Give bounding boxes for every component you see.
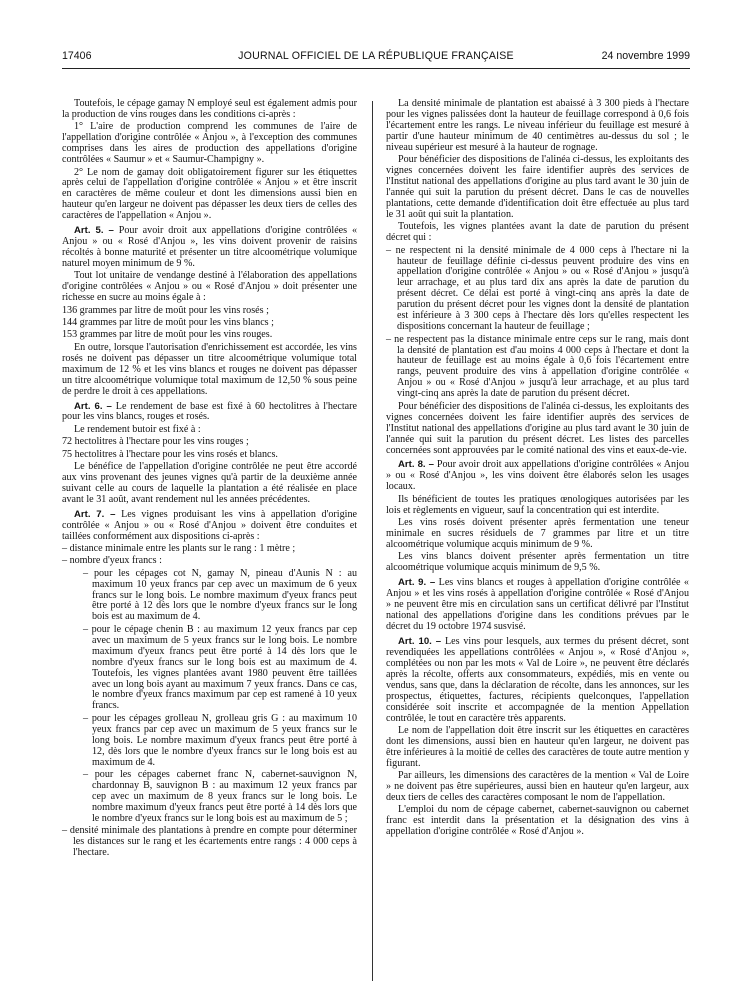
paragraph (62, 122, 357, 166)
paragraph-text: Par ailleurs, les dimensions des caractères de la mention « Val de Loire » ne doivent pas être supérieures, aussi bien en hauteur qu'en largeur, aux deux tiers de celles des caractères composant le nom de l'appellation. (386, 770, 689, 804)
paragraph (62, 318, 357, 329)
article-paragraph (386, 460, 689, 493)
article-paragraph (386, 578, 689, 633)
page-number: 17406 (62, 50, 92, 62)
paragraph (386, 518, 689, 551)
paragraph (62, 168, 357, 223)
article-paragraph (386, 637, 689, 725)
paragraph (62, 569, 357, 624)
paragraph-text: – pour les cépages grolleau N, grolleau gris G : au maximum 10 yeux francs par cep avec un maximum de 5 yeux francs sur le long bois. Le nombre maximum d'yeux francs peut être porté à 12, dès lors que le nombre d'yeux francs sur le long bois est au maximum de 4. (83, 712, 357, 768)
paragraph (386, 552, 689, 574)
paragraph (386, 805, 689, 838)
paragraph (386, 335, 689, 401)
paragraph-text: – pour les cépages cot N, gamay N, pineau d'Aunis N : au maximum 10 yeux francs par cep avec un maximum de 6 yeux francs sur le long bois. Le nombre maximum d'yeux francs peut être porté à 12 dès lors que le nombre d'yeux francs sur le long bois est au maximum de 4. (83, 567, 357, 623)
paragraph-text: – nombre d'yeux francs : (62, 555, 162, 567)
paragraph (62, 544, 357, 555)
paragraph (386, 495, 689, 517)
article-number: Art. 8. – (398, 459, 434, 471)
paragraph-text: Pour bénéficier des dispositions de l'alinéa ci-dessus, les exploitants des vignes concernées doivent les faire identifier auprès des services de l'Institut national des appellations d'origine au plus tard avant le 30 juin de l'année qui suit la parution du présent décret. Dans le cas de nouvelles plantations, cette demande d'identification doit être effectuée au plus tard le 31 août qui suit la plantation. (386, 154, 689, 220)
paragraph (62, 625, 357, 713)
paragraph-text: 153 grammes par litre de moût pour les vins rouges. (62, 329, 273, 341)
paragraph-text: En outre, lorsque l'autorisation d'enrichissement est accordée, les vins rosés ne doivent pas dépasser un titre alcoométrique volumique total maximum de 12 % et les vins blancs et rouges ne doivent pas dépasser un titre alcoométrique volumique total maximum de 12,50 % sous peine de perdre le droit à ces appellations. (62, 341, 357, 397)
paragraph (386, 222, 689, 244)
paragraph-text: Les vins rosés doivent présenter après fermentation une teneur minimale en sucres résiduels de 7 grammes par litre et un titre alcoométrique volumique acquis minimum de 9 %. (386, 517, 689, 550)
paragraph (62, 437, 357, 448)
paragraph (386, 246, 689, 334)
paragraph-text: – pour les cépages cabernet franc N, cabernet-sauvignon N, chardonnay B, sauvignon B : au maximum 12 yeux francs par cep avec un maximum de 8 yeux francs sur le long bois. Le nombre maximum d'yeux francs peut être porté à 14 dès lors que le nombre d'yeux francs sur le long bois est au maximum de 5 ; (83, 768, 357, 824)
paragraph-text: Tout lot unitaire de vendange destiné à l'élaboration des appellations d'origine contrôlées « Anjou » ou « Rosé d'Anjou » doit présenter une richesse en sucre au moins égale à : (62, 270, 357, 304)
page-header (62, 50, 690, 66)
paragraph (62, 450, 357, 461)
column-divider (372, 101, 373, 981)
paragraph-text: Toutefois, les vignes plantées avant la date de parution du présent décret qui : (386, 221, 689, 244)
paragraph (62, 556, 357, 567)
paragraph-text: 75 hectolitres à l'hectare pour les vins rosés et blancs. (62, 448, 278, 460)
paragraph (386, 402, 689, 457)
paragraph (62, 462, 357, 506)
paragraph-text: 72 hectolitres à l'hectare pour les vins rouges ; (62, 436, 249, 448)
paragraph (62, 330, 357, 341)
journal-title: JOURNAL OFFICIEL DE LA RÉPUBLIQUE FRANÇAISE (238, 50, 514, 62)
left-column (62, 99, 357, 860)
issue-date: 24 novembre 1999 (601, 50, 690, 62)
paragraph-text: L'emploi du nom de cépage cabernet, cabernet-sauvignon ou cabernet franc est interdit dans la présentation et la désignation des vins à appellation d'origine contrôlée « Rosé d'Anjou ». (386, 804, 689, 838)
paragraph (62, 343, 357, 398)
paragraph-text: 1° L'aire de production comprend les communes de l'aire de l'appellation d'origine contrôlée « Anjou », à l'exception des communes comprises dans les aires de production des appellations d'origine contrôlées « Saumur » et « Saumur-Champigny ». (62, 121, 357, 166)
article-paragraph (62, 402, 357, 424)
article-paragraph (62, 510, 357, 543)
paragraph (62, 425, 357, 436)
paragraph-text: – ne respectent ni la densité minimale de 4 000 ceps à l'hectare ni la hauteur de feuillage définie ci-dessus peuvent produire des vins en appellation d'origine contrôlée « Anjou » ou « Rosé d'Anjou » jusqu'à leur arrachage, et au plus tard dix ans après la date de parution du présent décret. Ce délai est porté à vingt-cinq ans après la date de parution du présent décret pour les vignes dont la densité de plantation est inférieure à 3 300 ceps à l'hectare dès lors qu'elles respectent les dispositions concernant la hauteur de feuillage ; (386, 244, 689, 333)
article-number: Art. 5. – (74, 225, 114, 237)
paragraph-text: Pour avoir droit aux appellations d'origine contrôlées « Anjou » ou « Rosé d'Anjou », les vins doivent provenir de raisins récoltés à bonne maturité et présenter un titre alcoométrique volumique naturel moyen minimum de 9 %. (62, 225, 357, 270)
paragraph-text: Pour avoir droit aux appellations d'origine contrôlées « Anjou » ou « Rosé d'Anjou », les vins doivent être élaborés selon les usages locaux. (386, 459, 689, 493)
paragraph-text: Le nom de l'appellation doit être inscrit sur les étiquettes en caractères dont les dimensions, aussi bien en hauteur qu'en largeur, ne doivent pas être inférieures à la moitié de celles des caractères de toute autre mention y figurant. (386, 724, 689, 769)
paragraph-text: Toutefois, le cépage gamay N employé seul est également admis pour la production de vins rouges dans les conditions ci-après : (62, 98, 357, 120)
paragraph-text: Les vins blancs et rouges à appellation d'origine contrôlée « Anjou » et les vins rosés à appellation d'origine contrôlée « Rosé d'Anjou » ne peuvent être mis en circulation sans un certificat délivré par l'Institut national des appellations d'origine dans les conditions prévues par le décret du 19 octobre 1974 susvisé. (386, 577, 689, 632)
article-number: Art. 10. – (398, 635, 442, 647)
article-number: Art. 7. – (74, 508, 116, 520)
paragraph (62, 826, 357, 859)
paragraph (62, 99, 357, 121)
paragraph (62, 306, 357, 317)
paragraph (386, 771, 689, 804)
paragraph-text: – ne respectent pas la distance minimale entre ceps sur le rang, mais dont la densité de plantation est d'au moins 4 000 ceps à l'hectare et dont la hauteur de feuillage est au moins égale à 0,6 fois l'écartement entre rangs, peuvent produire des vins à appellation d'origine contrôlée « Anjou » ou « Rosé d'Anjou » jusqu'à leur arrachage, et au plus tard vingt-cinq ans après la date de parution du présent décret. (386, 333, 689, 400)
paragraph (386, 155, 689, 221)
paragraph-text: 2° Le nom de gamay doit obligatoirement figurer sur les étiquettes après celui de l'appellation d'origine contrôlée « Anjou » et être inscrit en caractères de même couleur et dont les dimensions aussi bien en hauteur qu'en largeur ne doivent pas dépasser les deux tiers de celles des caractères de l'appellation « Anjou ». (62, 166, 357, 222)
paragraph-text: Les vignes produisant les vins à appellation d'origine contrôlée « Anjou » ou « Rosé d'Anjou » doivent être conduites et taillées conformément aux dispositions ci-après : (62, 508, 357, 542)
paragraph-text: 136 grammes par litre de moût pour les vins rosés ; (62, 304, 269, 316)
header-rule (62, 68, 690, 69)
paragraph-text: Le bénéfice de l'appellation d'origine contrôlée ne peut être accordé aux vins provenant des jeunes vignes qu'à partir de la deuxième année suivant celle au cours de laquelle la plantation a été réalisée en place avant le 31 août, avant rendement nul les années précédentes. (62, 460, 357, 505)
paragraph (62, 271, 357, 304)
paragraph (62, 770, 357, 825)
article-number: Art. 9. – (398, 577, 436, 589)
paragraph-text: Le rendement butoir est fixé à : (74, 423, 201, 435)
paragraph-text: Les vins pour lesquels, aux termes du présent décret, sont revendiquées les appellations contrôlées « Anjou », « Rosé d'Anjou », complétées ou non par les mots « Val de Loire », ne peuvent être déclarés après la récolte, offerts aux consommateurs, expédiés, mis en vente ou vendus, sans que, dans la déclaration de récolte, dans les annonces, sur les prospectus, étiquettes, factures, récipients quelconques, l'appellation considérée soit inscrite et accompagnée de la mention Appellation contrôlée, le tout en caractère très apparents. (386, 635, 689, 724)
paragraph-text: Le rendement de base est fixé à 60 hectolitres à l'hectare pour les vins blancs, rouges et rosés. (62, 400, 357, 423)
paragraph (62, 714, 357, 769)
paragraph-text: Pour bénéficier des dispositions de l'alinéa ci-dessus, les exploitants des vignes concernées doivent les faire identifier auprès des services de l'Institut national des appellations d'origine au plus tard avant le 30 juin de l'année qui suit la parution du présent décret. Les listes des parcelles concernées sont approuvées par le comité national des vins et eaux-de-vie. (386, 400, 689, 456)
right-column (386, 99, 689, 840)
paragraph (386, 726, 689, 770)
paragraph-text: – densité minimale des plantations à prendre en compte pour déterminer les distances sur le rang et les écartements entre rangs : 4 000 ceps à l'hectare. (62, 825, 357, 858)
paragraph-text: – pour le cépage chenin B : au maximum 12 yeux francs par cep avec un maximum de 5 yeux francs sur le long bois. Le nombre maximum d'yeux francs peut être porté à 14 dès lors que le nombre d'yeux francs sur le long bois est au maximum de 4. Toutefois, les vignes plantées avant 1980 peuvent être taillées avec un long bois ayant au maximum 7 yeux francs. Dans ce cas, le nombre d'yeux francs maximum par cep est ramené à 10 yeux francs. (83, 623, 357, 712)
paragraph-text: – distance minimale entre les plants sur le rang : 1 mètre ; (62, 542, 296, 554)
paragraph (386, 99, 689, 154)
paragraph-text: Les vins blancs doivent présenter après fermentation un titre alcoométrique volumique acquis minimum de 9,5 %. (386, 551, 689, 574)
article-number: Art. 6. – (74, 400, 112, 412)
article-paragraph (62, 226, 357, 270)
paragraph-text: Ils bénéficient de toutes les pratiques œnologiques autorisées par les lois et règlements en vigueur, sauf la concentration qui est interdite. (386, 493, 689, 516)
paragraph-text: 144 grammes par litre de moût pour les vins blancs ; (62, 317, 274, 329)
paragraph-text: La densité minimale de plantation est abaissé à 3 300 pieds à l'hectare pour les vignes palissées dont la hauteur de feuillage correspond à 0,6 fois l'écartement entre les rangs. Le niveau inférieur du feuillage est mesuré à partir d'une hauteur minimum de 40 centimètres au-dessus du sol ; le niveau supérieur est mesuré à la hauteur de rognage. (386, 98, 689, 153)
